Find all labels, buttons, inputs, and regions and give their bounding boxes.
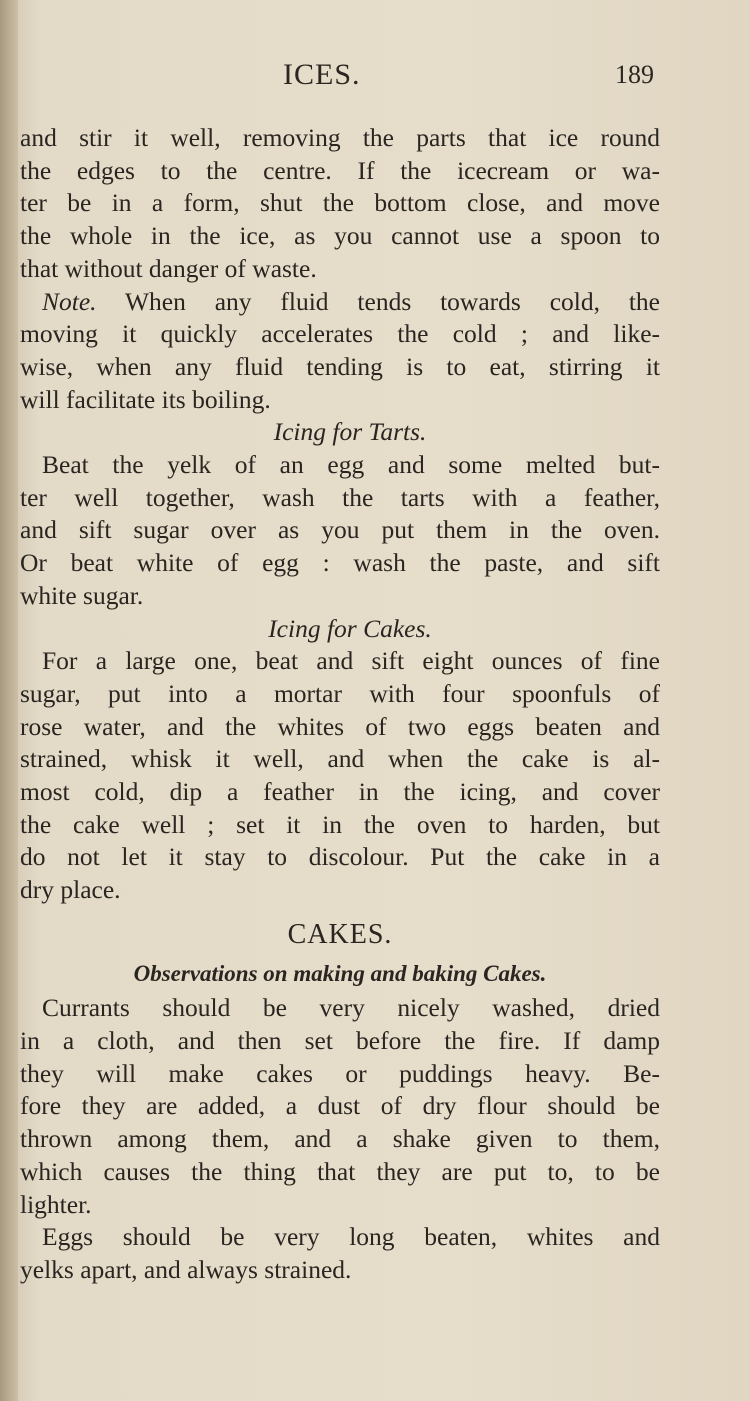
text-line: dry place. (20, 875, 121, 905)
text-line: white sugar. (20, 580, 144, 610)
text-line: sugar, put into a mortar with four spoonfuls of (20, 678, 660, 708)
page-gutter-shadow (0, 0, 18, 1401)
running-header (0, 58, 750, 98)
text-line: Eggs should be very long beaten, whites and (42, 1222, 660, 1252)
text-line: in a cloth, and then set before the fire. If damp (20, 1025, 660, 1055)
note-first-line-text: When any fluid tends towards cold, the (124, 286, 660, 316)
text-line: ter be in a form, shut the bottom close, and move (20, 188, 660, 218)
text-line: most cold, dip a feather in the icing, and cover (20, 777, 660, 807)
text-line: the whole in the ice, as you cannot use a spoon to (20, 221, 660, 251)
text-line: thrown among them, and a shake given to them, (20, 1124, 660, 1154)
text-line: will facilitate its boiling. (20, 384, 271, 414)
eggs-paragraph (20, 1221, 660, 1286)
running-title: ICES. (283, 58, 361, 91)
note-first-line (20, 286, 660, 319)
text-line: strained, whisk it well, and when the cake is al- (20, 744, 660, 774)
text-line: For a large one, beat and sift eight ounces of fine (42, 646, 660, 676)
text-line: that without danger of waste. (20, 253, 317, 283)
icing-tarts-paragraph (20, 449, 660, 613)
cakes-section-heading: CAKES. (287, 918, 393, 950)
text-line: Or beat white of egg : wash the paste, and sift (20, 548, 660, 578)
text-line: do not let it stay to discolour. Put the cake in a (20, 842, 660, 872)
cakes-observations-heading: Observations on making and baking Cakes. (133, 960, 547, 986)
text-line: lighter. (20, 1189, 92, 1219)
icing-tarts-heading: Icing for Tarts. (273, 417, 427, 447)
text-line: the edges to the centre. If the icecream or wa- (20, 155, 660, 185)
icing-cakes-paragraph (20, 645, 660, 907)
text-line: fore they are added, a dust of dry flour should be (20, 1091, 660, 1121)
page-number: 189 (615, 60, 654, 89)
text-line: and sift sugar over as you put them in the oven. (20, 515, 660, 545)
icing-cakes-heading: Icing for Cakes. (268, 613, 432, 643)
ices-continued-paragraph (20, 122, 660, 286)
text-line: wise, when any fluid tending is to eat, stirring it (20, 351, 660, 381)
text-line: the cake well ; set it in the oven to harden, but (20, 809, 660, 839)
text-line: moving it quickly accelerates the cold ; and like- (20, 319, 660, 349)
text-line: rose water, and the whites of two eggs beaten and (20, 711, 660, 741)
note-paragraph (20, 286, 660, 417)
page-body (20, 122, 660, 1287)
currants-paragraph (20, 992, 660, 1221)
text-line: they will make cakes or puddings heavy. Be- (20, 1058, 660, 1088)
text-line: which causes the thing that they are put to, to be (20, 1156, 660, 1186)
text-line: Beat the yelk of an egg and some melted but- (42, 450, 660, 480)
note-label: Note. (42, 286, 97, 316)
text-line: Currants should be very nicely washed, dried (42, 993, 660, 1023)
text-line: and stir it well, removing the parts that ice round (20, 123, 660, 152)
text-line: yelks apart, and always strained. (20, 1254, 352, 1284)
text-line: ter well together, wash the tarts with a feather, (20, 482, 660, 512)
